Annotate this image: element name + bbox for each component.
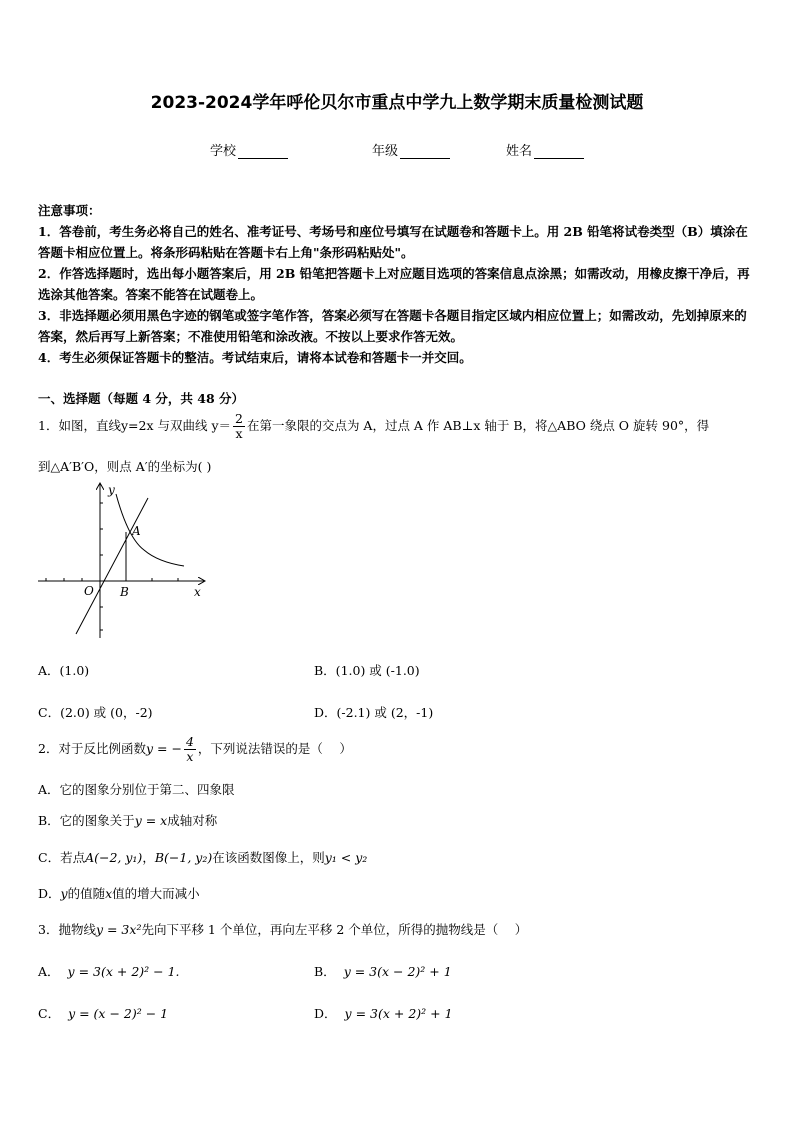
name-label: 姓名 — [506, 144, 533, 159]
q2-text-b: ，下列说法错误的是（ ） — [197, 741, 352, 756]
grade-label: 年级 — [372, 144, 399, 159]
q2-func: y = − — [145, 741, 182, 756]
q3-option-d[interactable] — [314, 1004, 453, 1022]
q1-option-c[interactable]: C．(2.0) 或 (0，-2) — [38, 705, 153, 720]
section-heading: 一、选择题（每题 4 分，共 48 分） — [38, 391, 245, 406]
q2-option-d[interactable] — [38, 884, 200, 902]
notice-item: 1．答卷前，考生务必将自己的姓名、准考证号、考场号和座位号填写在试题卷和答题卡上。用 2B 铅笔将试卷类型（B）填涂在答题卡相应位置上。将条形码粘贴在答题卡右上角"条形码粘贴处"。 — [38, 224, 748, 260]
q2-optc-text: C．若点 — [38, 850, 86, 865]
notice-item: 2．作答选择题时，选出每小题答案后，用 2B 铅笔把答题卡上对应题目选项的答案信息点涂黑；如需改动，用橡皮擦干净后，再选涂其他答案。答案不能答在试题卷上。 — [38, 266, 750, 302]
q2-optd-text: 的值随 — [67, 886, 106, 901]
q2-optd-label: D． — [38, 886, 61, 901]
q3-option-b[interactable] — [314, 962, 452, 980]
notice-item: 4．考生必须保证答题卡的整洁。考试结束后，请将本试卷和答题卡一并交回。 — [38, 350, 472, 365]
school-field — [210, 140, 288, 159]
q2-frac-den: x — [186, 749, 194, 764]
q1-text-b: 在第一象限的交点为 A，过点 A 作 AB⊥x 轴于 B，将△ABO 绕点 O 旋转 90°，得 — [246, 418, 710, 433]
q3-option-a[interactable] — [38, 962, 180, 980]
label-a: A — [132, 524, 141, 538]
grade-field — [372, 140, 450, 159]
q2-optb-math: y = x — [134, 813, 168, 828]
q1-fraction — [233, 412, 245, 441]
name-blank — [534, 146, 584, 159]
q2-optc-point-b: B(−1, y₂) — [154, 850, 213, 865]
q3-optc-math: y = (x − 2)² − 1 — [68, 1006, 169, 1021]
q2-optd-y: y — [60, 886, 68, 901]
q3-optd-math: y = 3(x + 2)² + 1 — [344, 1006, 453, 1021]
q2-stem — [38, 735, 352, 764]
q2-optd-x: x — [105, 886, 113, 901]
name-field — [506, 140, 584, 159]
line-y2x — [76, 498, 148, 634]
q2-option-c[interactable] — [38, 848, 367, 866]
q3-stem — [38, 920, 527, 938]
q1-option-b[interactable]: B．(1.0) 或 (-1.0) — [314, 663, 420, 678]
label-x: x — [194, 585, 201, 599]
q1-frac-den: x — [235, 426, 243, 441]
q1-text-a: 1．如图，直线y=2x 与双曲线 y＝ — [38, 418, 231, 433]
school-blank — [238, 146, 288, 159]
q3-optb-label: B． — [314, 964, 336, 979]
q3-optc-label: C． — [38, 1006, 61, 1021]
q1-frac-num: 2 — [235, 411, 243, 426]
q2-optd-text2: 值的增大而减小 — [112, 886, 200, 901]
q3-opta-label: A． — [38, 964, 60, 979]
q3-opta-math: y = 3(x + 2)² − 1. — [67, 964, 180, 979]
q2-optb-text2: 成轴对称 — [167, 813, 218, 828]
q3-optd-label: D． — [314, 1006, 337, 1021]
q1-line2: 到△A′B′O，则点 A′的坐标为( ) — [38, 459, 212, 474]
notice-block — [38, 200, 758, 368]
q1-option-d[interactable]: D．(-2.1) 或 (2，-1) — [314, 705, 434, 720]
q3-text-a: 3．抛物线 — [38, 922, 96, 937]
q1-line1 — [38, 412, 709, 441]
notice-heading: 注意事项： — [38, 203, 101, 218]
q2-optc-inequality: y₁ < y₂ — [324, 850, 368, 865]
q2-frac-num: 4 — [185, 734, 194, 749]
label-o: O — [84, 584, 94, 598]
label-y: y — [108, 483, 115, 497]
q2-optc-point-a: A(−2, y₁) — [85, 850, 143, 865]
q1-option-a[interactable]: A．(1.0) — [38, 663, 90, 678]
q2-fraction — [184, 735, 196, 764]
q3-text-b: 先向下平移 1 个单位，再向左平移 2 个单位，所得的抛物线是（ ） — [141, 922, 528, 937]
q3-option-c[interactable] — [38, 1004, 168, 1022]
q1-graph — [36, 480, 211, 640]
q2-option-a[interactable]: A．它的图象分别位于第二、四象限 — [38, 782, 235, 797]
q2-optb-text: B．它的图象关于 — [38, 813, 135, 828]
q2-optc-text2: 在该函数图像上，则 — [212, 850, 325, 865]
school-label: 学校 — [210, 144, 237, 159]
q2-text-a: 2．对于反比例函数 — [38, 741, 146, 756]
notice-item: 3．非选择题必须用黑色字迹的钢笔或签字笔作答，答案必须写在答题卡各题目指定区域内相应位置上；如需改动，先划掉原来的答案，然后再写上新答案；不准使用铅笔和涂改液。不按以上要求作答无效。 — [38, 308, 747, 344]
q2-option-b[interactable] — [38, 811, 217, 829]
label-b: B — [120, 585, 129, 599]
q2-optc-sep: ， — [142, 850, 155, 865]
page-title: 2023-2024学年呼伦贝尔市重点中学九上数学期末质量检测试题 — [150, 93, 644, 113]
grade-blank — [400, 146, 450, 159]
q3-func: y = 3x² — [95, 922, 142, 937]
q3-optb-math: y = 3(x − 2)² + 1 — [343, 964, 452, 979]
